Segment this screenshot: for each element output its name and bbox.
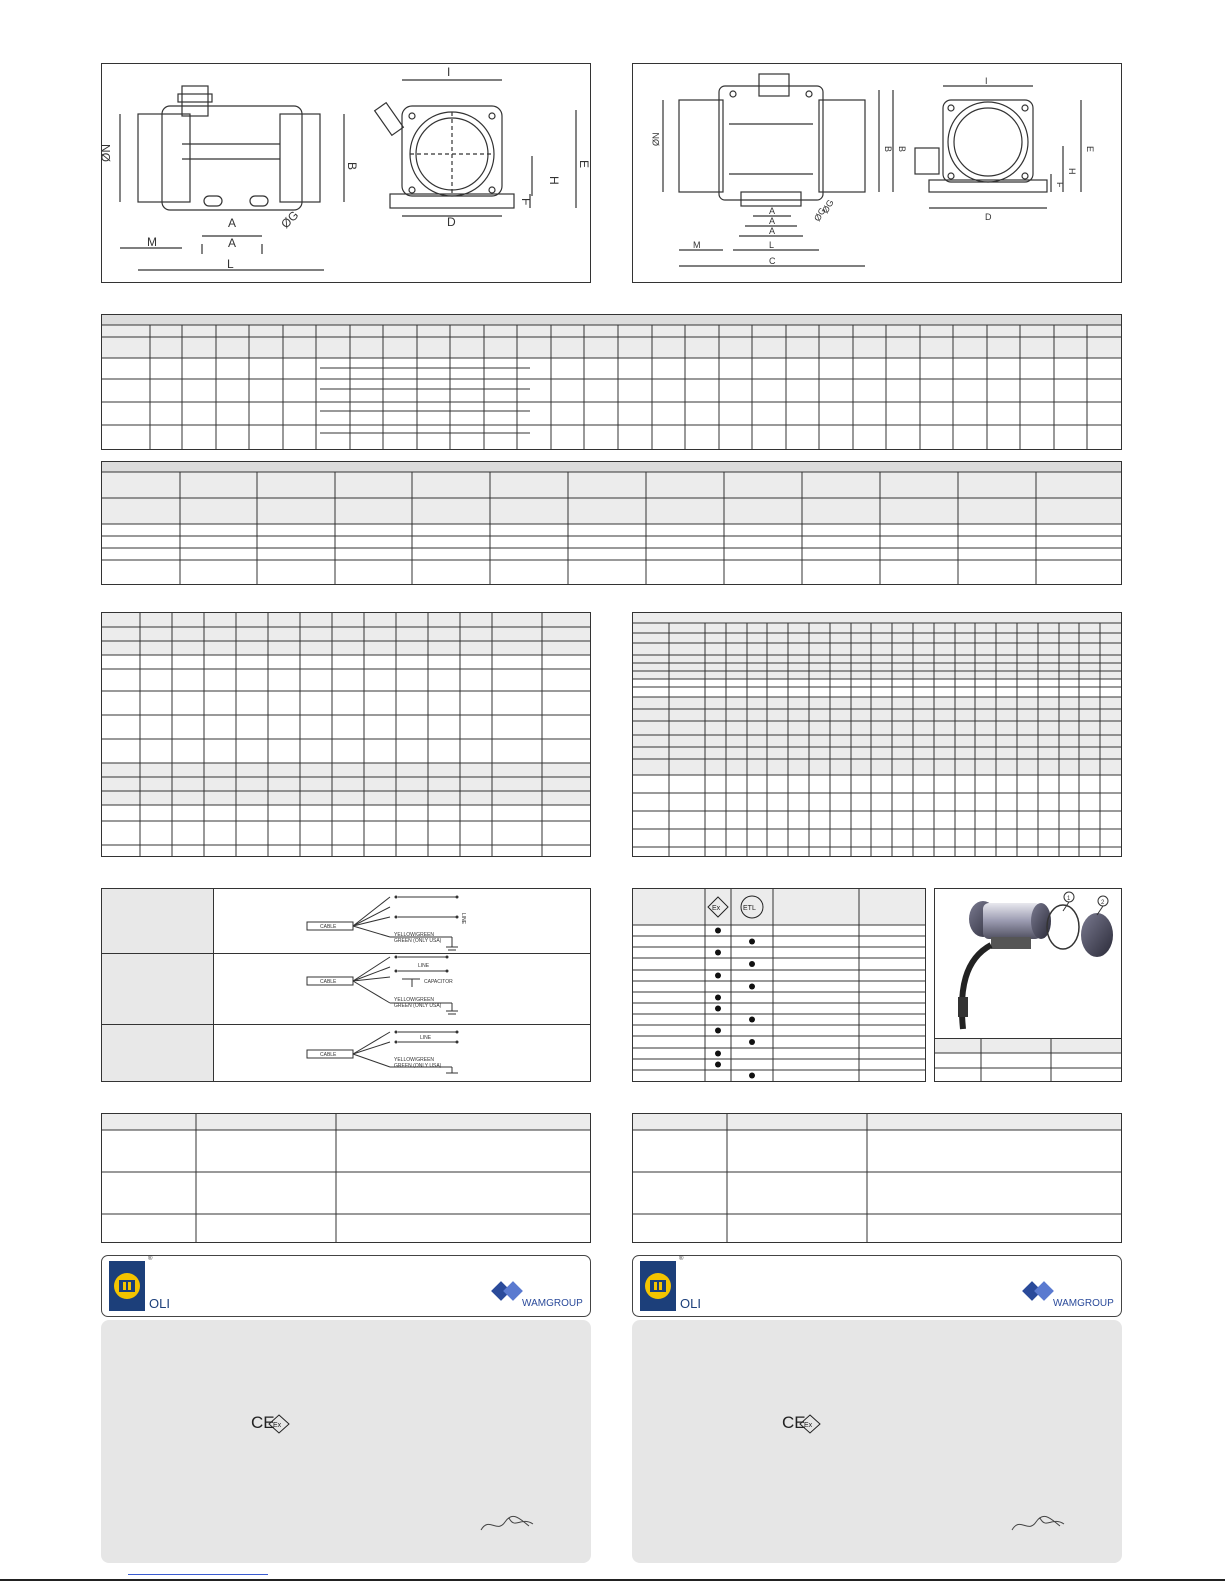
dim-a-label: A: [228, 216, 237, 230]
page-bottom-rule: [0, 1579, 1225, 1581]
registered-mark: ®: [148, 1256, 153, 1262]
drawing-panel-left: [101, 63, 591, 283]
wamgroup-logo-text: WAMGROUP: [1053, 1298, 1114, 1309]
wamgroup-logo-icon: [491, 1281, 523, 1301]
dim-a2-label: A: [228, 236, 237, 250]
dim-f-label: F: [1055, 182, 1065, 188]
registered-mark: ®: [679, 1256, 684, 1262]
dim-b2-label: B: [897, 146, 907, 153]
dim-n-label: ØN: [651, 132, 661, 146]
cable-label-3: CABLE: [320, 1052, 337, 1058]
wamgroup-logo-text: WAMGROUP: [522, 1298, 583, 1309]
accessories-table-right: [632, 1113, 1122, 1243]
dim-b-label: B: [345, 162, 359, 171]
dim-m-label: M: [693, 240, 701, 250]
dimensions-table-right: [632, 612, 1122, 857]
wiring-diagrams-panel: [101, 888, 591, 1082]
dim-l-label: L: [227, 257, 234, 271]
dim-g-label: ØG: [820, 197, 836, 215]
cable-label-2: CABLE: [320, 979, 337, 985]
technical-data-table: [101, 314, 1122, 450]
dim-d-label: D: [985, 212, 992, 222]
ground-label-1b: GREEN (ONLY USA): [394, 938, 442, 944]
ground-label-2a: YELLOW/GREEN: [394, 997, 435, 1003]
dim-h-label: H: [547, 176, 561, 185]
callout-2: 2: [1101, 900, 1105, 906]
declaration-panel-left: [101, 1320, 591, 1563]
signature: [1012, 1516, 1064, 1530]
dim-i-label: I: [985, 76, 988, 86]
dim-e-label: E: [1085, 146, 1095, 153]
ground-label-2b: GREEN (ONLY USA): [394, 1003, 442, 1009]
brand-bar-right: [632, 1255, 1122, 1317]
oli-logo-text: OLI: [680, 1296, 701, 1311]
dim-g-label: ØG: [278, 208, 302, 232]
vibrator-drawing-left: [99, 64, 591, 282]
declaration-panel-right: [632, 1320, 1122, 1563]
vibrator-drawing-right: [633, 64, 1121, 282]
signature: [481, 1516, 533, 1530]
dim-l-label: L: [769, 240, 775, 250]
declaration-marks-right: [632, 1320, 1122, 1563]
ex-cert-mark: Ex: [712, 905, 721, 912]
ground-label-3a: YELLOW/GREEN: [394, 1057, 435, 1063]
dim-a-label: A: [769, 206, 776, 216]
electrical-data-table: [101, 461, 1122, 585]
brand-bar-left: [101, 1255, 591, 1317]
etl-cert-mark: ETL: [743, 905, 756, 912]
oli-logo-text: OLI: [149, 1296, 170, 1311]
dim-i-label: I: [447, 65, 451, 79]
dimensions-table-left: [101, 612, 591, 857]
dim-d-label: D: [447, 215, 456, 229]
dim-a3-label: A: [769, 226, 776, 236]
dim-a2-label: A: [769, 216, 776, 226]
dim-g2-label: ØG: [812, 205, 828, 223]
ground-label-1a: YELLOW/GREEN: [394, 932, 435, 938]
cable-label-1: CABLE: [320, 924, 337, 930]
line-label-3: LINE: [420, 1035, 432, 1041]
wiring-diagrams: [102, 889, 590, 1081]
dim-h-label: H: [1067, 168, 1077, 175]
declaration-marks-left: [101, 1320, 591, 1563]
dim-b-label: B: [883, 146, 893, 153]
dim-c-label: C: [769, 256, 776, 266]
product-photo: [934, 888, 1122, 1082]
brand-logos-right: [633, 1256, 1121, 1316]
brand-logos-left: [102, 1256, 590, 1316]
line-label-1: LINE: [460, 913, 466, 925]
capacitor-label: CAPACITOR: [424, 979, 453, 985]
ce-mark: CE: [251, 1413, 275, 1432]
dim-n-label: ØN: [99, 144, 113, 162]
page-link-underline: [128, 1574, 268, 1575]
line-label-2: LINE: [418, 963, 430, 969]
ce-mark: CE: [782, 1413, 806, 1432]
dim-f-label: F: [519, 198, 533, 206]
ground-label-3b: GREEN (ONLY USA): [394, 1063, 442, 1069]
dim-m-label: M: [147, 235, 157, 249]
accessories-table-left: [101, 1113, 591, 1243]
photo-parts-table: [934, 1038, 1122, 1082]
ex-mark-text: Ex: [804, 1422, 813, 1429]
callout-1: 1: [1067, 896, 1071, 902]
ex-mark-text: Ex: [273, 1422, 282, 1429]
wamgroup-logo-icon: [1022, 1281, 1054, 1301]
dim-e-label: E: [577, 160, 591, 169]
certification-table: [632, 888, 926, 1082]
drawing-panel-right: [632, 63, 1122, 283]
